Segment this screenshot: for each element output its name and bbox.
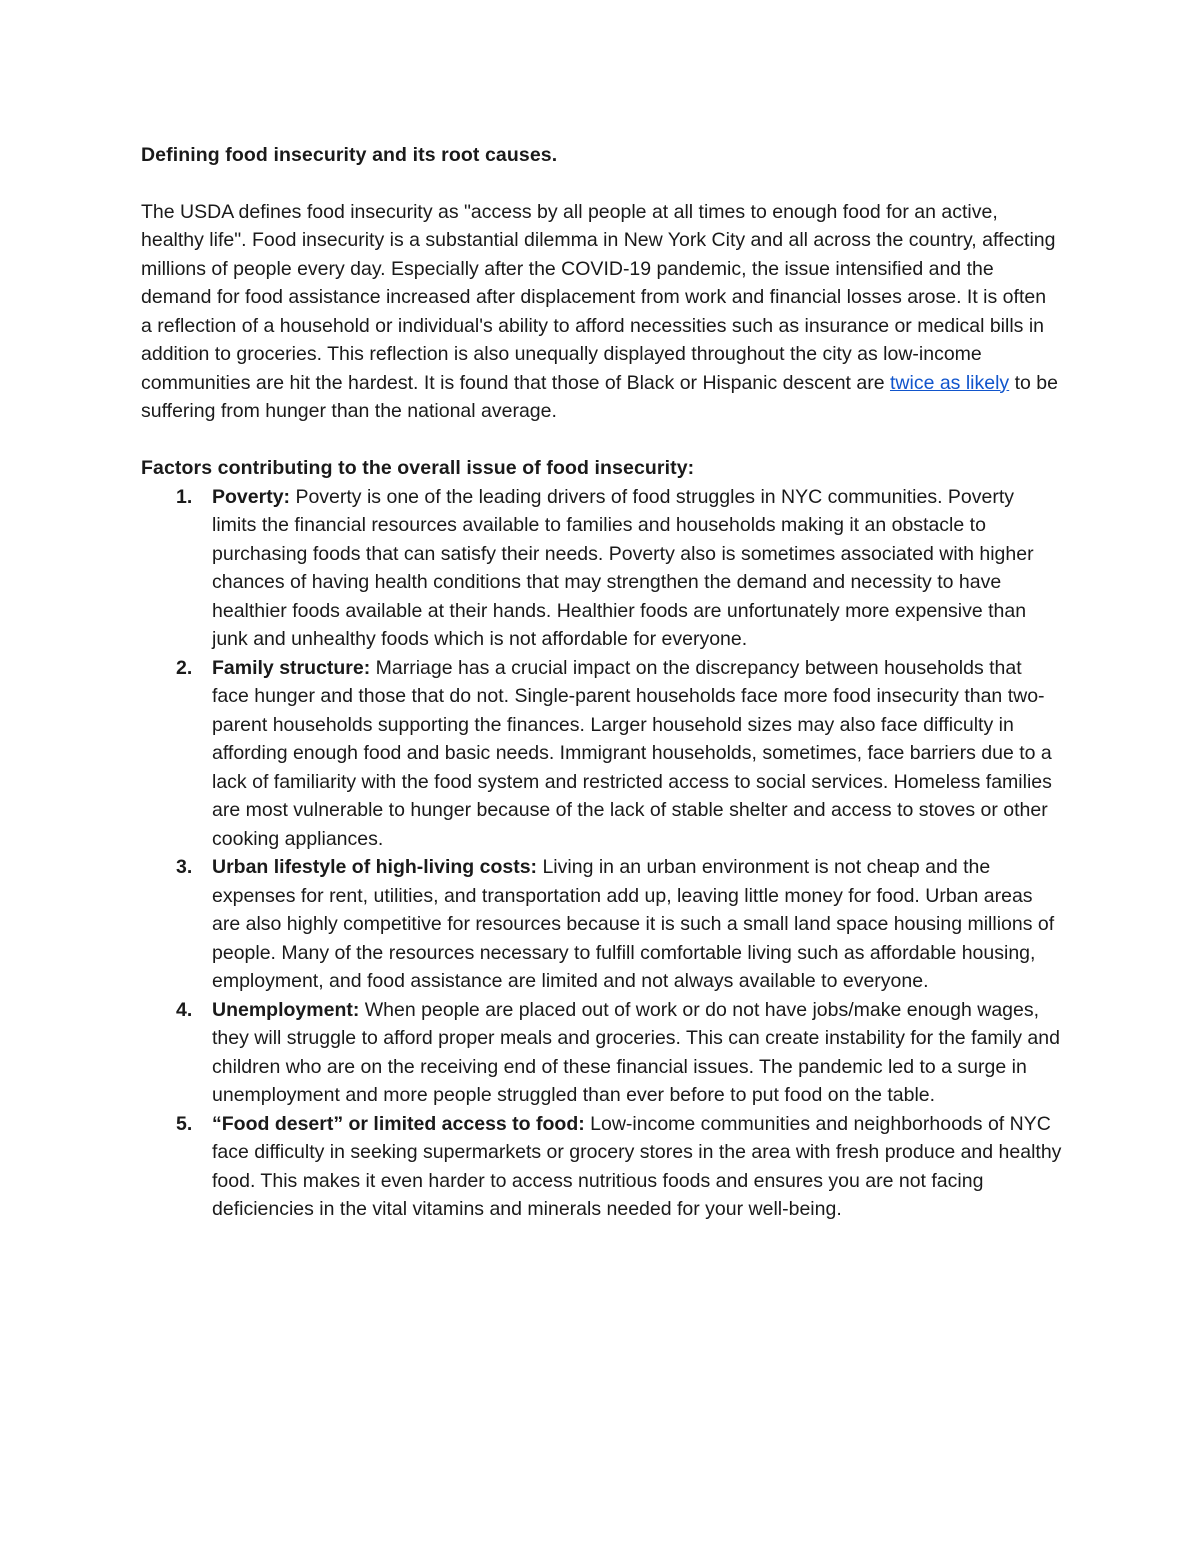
list-number: 4. <box>176 998 193 1021</box>
factor-description: Low-income communities and neighborhoods of NYC face difficulty in seeking supermarkets or grocery stores in the area with fresh produce and healthy food. This makes it even harder to access nutritious foods and ensures you are not facing deficiencies in the vital vitamins and minerals needed for your well-being. <box>212 1112 1062 1220</box>
factor-item-poverty <box>141 483 1062 654</box>
twice-as-likely-link[interactable]: twice as likely <box>889 371 1010 394</box>
factor-description: Poverty is one of the leading drivers of food struggles in NYC communities. Poverty limits the financial resources available to families and households making it an obstacle to purchasing foods that can satisfy their needs. Poverty also is sometimes associated with higher chances of having health conditions that may strengthen the demand and necessity to have healthier foods available at their hands. Healthier foods are unfortunately more expensive than junk and unhealthy foods which is not affordable for everyone. <box>212 485 1034 650</box>
factor-term: “Food desert” or limited access to food: <box>212 1112 585 1135</box>
list-number: 2. <box>176 656 193 679</box>
definition-paragraph <box>141 198 1061 426</box>
factor-description: Living in an urban environment is not cheap and the expenses for rent, utilities, and transportation add up, leaving little money for food. Urban areas are also highly competitive for resources because it is such a small land space housing millions of people. Many of the resources necessary to fulfill comfortable living such as affordable housing, employment, and food assistance are limited and not always available to everyone. <box>212 856 1055 992</box>
factor-term: Unemployment: <box>212 998 360 1021</box>
factor-term: Urban lifestyle of high-living costs: <box>212 856 538 878</box>
list-number: 1. <box>176 485 193 508</box>
factors-list <box>141 483 1060 1224</box>
factor-item-food-desert <box>141 1110 1062 1224</box>
factor-term: Family structure: <box>212 656 371 679</box>
factor-description: Marriage has a crucial impact on the discrepancy between households that face hunger and those that do not. Single-parent households face more food insecurity than two-parent households supporting the finances. Larger household sizes may also face difficulty in affording enough food and basic needs. Immigrant households, sometimes, face barriers due to a lack of familiarity with the food system and restricted access to social services. Homeless families are most vulnerable to hunger because of the lack of stable shelter and access to stoves or other cooking appliances. <box>212 656 1052 850</box>
factor-term: Poverty: <box>212 485 291 508</box>
factor-description: When people are placed out of work or do not have jobs/make enough wages, they will struggle to afford proper meals and groceries. This can create instability for the family and children who are on the receiving end of these financial issues. The pandemic led to a surge in unemployment and more people struggled than ever before to put food on the table. <box>212 998 1060 1106</box>
list-number: 3. <box>176 856 193 878</box>
paragraph-text-after-link: to be suffering from hunger than the national average. <box>141 371 1058 422</box>
section-heading-definition: Defining food insecurity and its root causes. <box>141 144 558 166</box>
factor-item-family-structure <box>141 654 1062 854</box>
list-number: 5. <box>176 1112 193 1135</box>
factor-item-urban-lifestyle <box>141 853 1062 996</box>
paragraph-text-before-link: The USDA defines food insecurity as "access by all people at all times to enough food for an active, healthy life". Food insecurity is a substantial dilemma in New York City and all across the country, affecting millions of people every day. Especially after the COVID-19 pandemic, the issue intensified and the demand for food assistance increased after displacement from work and financial losses arose. It is often a reflection of a household or individual's ability to afford necessities such as insurance or medical bills in addition to groceries. This reflection is also unequally displayed throughout the city as low-income communities are hit the hardest. It is found that those of Black or Hispanic descent are <box>141 200 1056 394</box>
section-heading-factors: Factors contributing to the overall issue of food insecurity: <box>141 457 695 479</box>
factor-item-unemployment <box>141 996 1062 1110</box>
